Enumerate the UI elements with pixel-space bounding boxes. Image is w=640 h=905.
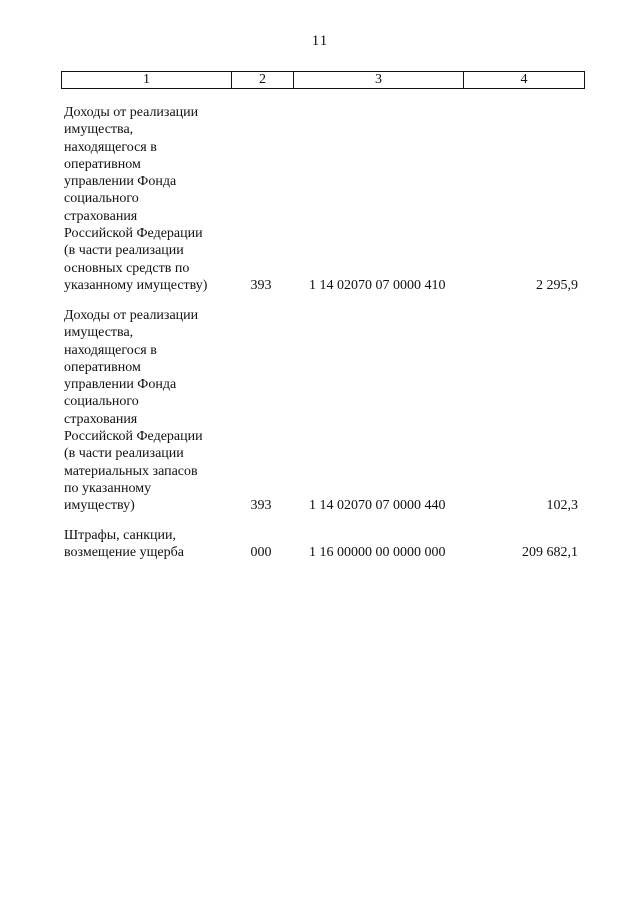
row-admin-code: 393 bbox=[250, 498, 272, 514]
row-description: Доходы от реализации имущества, находящегося в оперативном управлении Фонда социального страхования Российской Федерации (в части реализации основных средств по указанному имуществу) bbox=[64, 105, 208, 293]
row-description: Доходы от реализации имущества, находящегося в оперативном управлении Фонда социального страхования Российской Федерации (в части реализации материальных запасов по указанному имуществу) bbox=[64, 308, 203, 514]
row-admin-code: 393 bbox=[250, 277, 272, 293]
row-admin-code: 000 bbox=[250, 545, 272, 561]
table-row bbox=[64, 104, 578, 294]
page-number: 11 bbox=[311, 33, 329, 49]
table-row bbox=[64, 307, 578, 515]
table-column-header bbox=[61, 71, 585, 89]
row-classification-code: 1 14 02070 07 0000 410 bbox=[309, 277, 446, 293]
row-classification-code: 1 14 02070 07 0000 440 bbox=[309, 498, 446, 514]
row-amount: 209 682,1 bbox=[522, 545, 578, 561]
column-header-1: 1 bbox=[62, 72, 232, 88]
column-header-2: 2 bbox=[232, 72, 294, 88]
column-header-4: 4 bbox=[520, 72, 528, 87]
column-header-3: 3 bbox=[294, 72, 464, 88]
row-amount: 2 295,9 bbox=[536, 277, 578, 293]
row-amount: 102,3 bbox=[546, 498, 578, 514]
row-classification-code: 1 16 00000 00 0000 000 bbox=[309, 545, 446, 561]
table-row bbox=[64, 527, 578, 562]
row-description: Штрафы, санкции, возмещение ущерба bbox=[64, 528, 184, 561]
